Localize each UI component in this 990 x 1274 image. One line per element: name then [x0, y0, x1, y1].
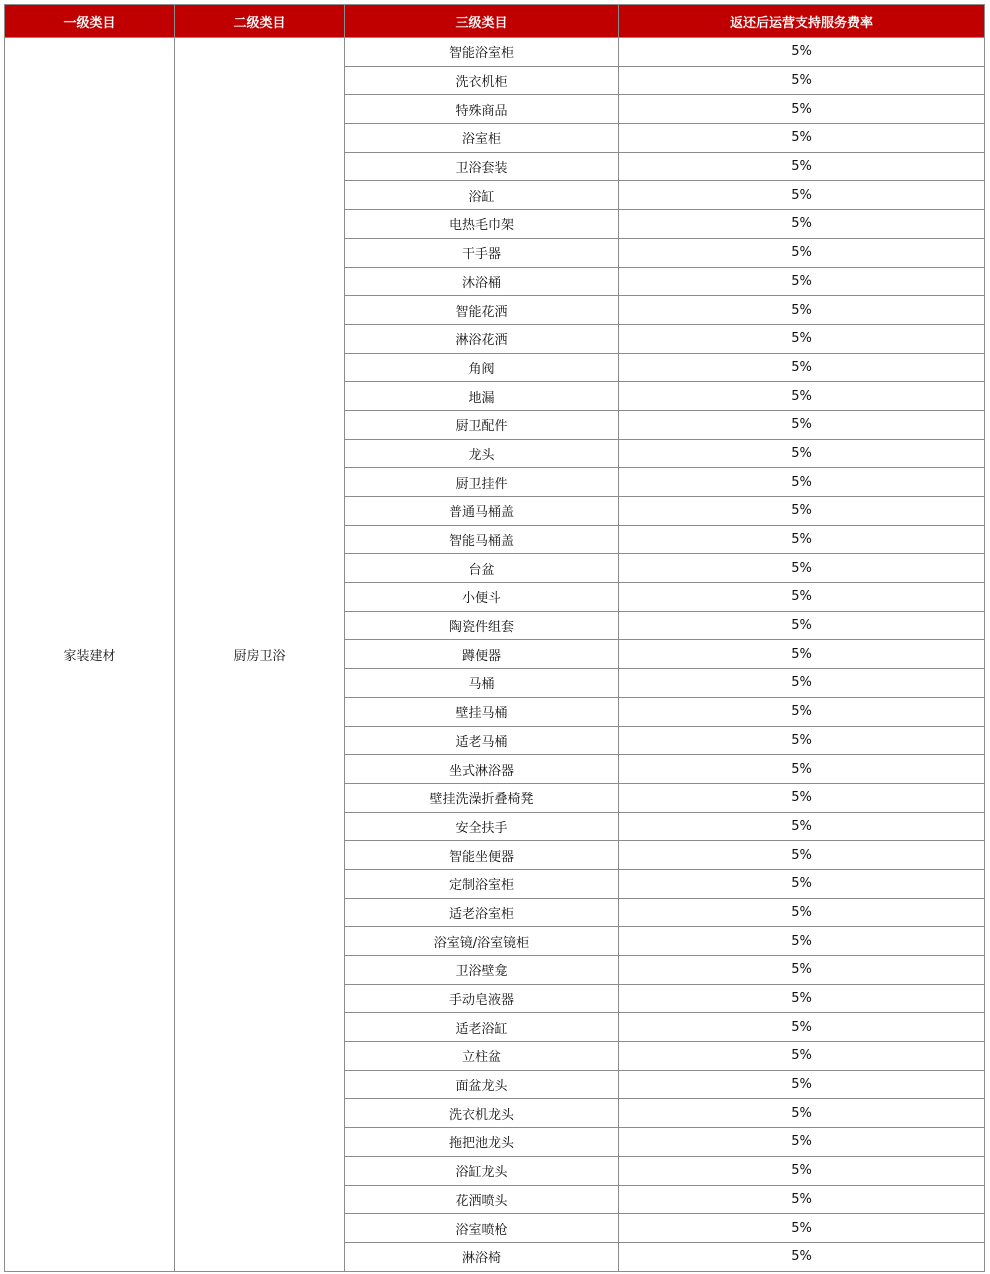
cell-rate: 5%	[619, 1013, 985, 1042]
cell-rate: 5%	[619, 1214, 985, 1243]
cell-level3: 厨卫挂件	[345, 468, 619, 497]
cell-rate: 5%	[619, 669, 985, 698]
cell-level3: 面盆龙头	[345, 1070, 619, 1099]
header-level2: 二级类目	[175, 5, 345, 38]
cell-level3: 洗衣机龙头	[345, 1099, 619, 1128]
cell-rate: 5%	[619, 238, 985, 267]
cell-rate: 5%	[619, 956, 985, 985]
cell-rate: 5%	[619, 726, 985, 755]
cell-rate: 5%	[619, 1128, 985, 1157]
cell-rate: 5%	[619, 439, 985, 468]
cell-level3: 地漏	[345, 382, 619, 411]
cell-level3: 适老浴缸	[345, 1013, 619, 1042]
cell-rate: 5%	[619, 1042, 985, 1071]
cell-level3: 陶瓷件组套	[345, 611, 619, 640]
cell-level3: 智能花洒	[345, 296, 619, 325]
cell-level3: 浴室柜	[345, 124, 619, 153]
cell-level3: 壁挂洗澡折叠椅凳	[345, 783, 619, 812]
cell-level3: 浴室喷枪	[345, 1214, 619, 1243]
header-rate: 返还后运营支持服务费率	[619, 5, 985, 38]
cell-rate: 5%	[619, 1099, 985, 1128]
cell-rate: 5%	[619, 210, 985, 239]
cell-rate: 5%	[619, 525, 985, 554]
cell-rate: 5%	[619, 353, 985, 382]
cell-rate: 5%	[619, 1070, 985, 1099]
cell-rate: 5%	[619, 181, 985, 210]
cell-rate: 5%	[619, 66, 985, 95]
cell-rate: 5%	[619, 1242, 985, 1271]
cell-level3: 淋浴椅	[345, 1242, 619, 1271]
cell-rate: 5%	[619, 554, 985, 583]
cell-rate: 5%	[619, 324, 985, 353]
cell-level3: 拖把池龙头	[345, 1128, 619, 1157]
cell-level3: 普通马桶盖	[345, 497, 619, 526]
cell-rate: 5%	[619, 841, 985, 870]
cell-rate: 5%	[619, 755, 985, 784]
cell-rate: 5%	[619, 812, 985, 841]
cell-level3: 安全扶手	[345, 812, 619, 841]
cell-level3: 壁挂马桶	[345, 697, 619, 726]
cell-level1: 家装建材	[5, 38, 175, 1272]
cell-level3: 干手器	[345, 238, 619, 267]
cell-level3: 卫浴套装	[345, 152, 619, 181]
cell-level2: 厨房卫浴	[175, 38, 345, 1272]
cell-rate: 5%	[619, 296, 985, 325]
cell-level3: 马桶	[345, 669, 619, 698]
cell-level3: 手动皂液器	[345, 984, 619, 1013]
cell-level3: 智能浴室柜	[345, 38, 619, 67]
cell-level3: 智能坐便器	[345, 841, 619, 870]
cell-rate: 5%	[619, 984, 985, 1013]
cell-rate: 5%	[619, 611, 985, 640]
cell-level3: 电热毛巾架	[345, 210, 619, 239]
cell-level3: 蹲便器	[345, 640, 619, 669]
cell-level3: 定制浴室柜	[345, 869, 619, 898]
cell-rate: 5%	[619, 927, 985, 956]
cell-rate: 5%	[619, 697, 985, 726]
cell-level3: 洗衣机柜	[345, 66, 619, 95]
cell-rate: 5%	[619, 583, 985, 612]
cell-level3: 适老浴室柜	[345, 898, 619, 927]
header-row	[5, 5, 985, 38]
cell-level3: 适老马桶	[345, 726, 619, 755]
cell-rate: 5%	[619, 410, 985, 439]
cell-level3: 厨卫配件	[345, 410, 619, 439]
cell-rate: 5%	[619, 640, 985, 669]
cell-rate: 5%	[619, 468, 985, 497]
cell-level3: 小便斗	[345, 583, 619, 612]
cell-rate: 5%	[619, 267, 985, 296]
cell-level3: 智能马桶盖	[345, 525, 619, 554]
table-container	[4, 4, 985, 1272]
cell-level3: 龙头	[345, 439, 619, 468]
cell-level3: 卫浴壁龛	[345, 956, 619, 985]
cell-rate: 5%	[619, 124, 985, 153]
cell-rate: 5%	[619, 1156, 985, 1185]
cell-rate: 5%	[619, 869, 985, 898]
cell-rate: 5%	[619, 497, 985, 526]
cell-level3: 角阀	[345, 353, 619, 382]
cell-level3: 特殊商品	[345, 95, 619, 124]
header-level1: 一级类目	[5, 5, 175, 38]
cell-level3: 沐浴桶	[345, 267, 619, 296]
cell-level3: 浴室镜/浴室镜柜	[345, 927, 619, 956]
category-rate-table	[4, 4, 985, 1272]
cell-rate: 5%	[619, 783, 985, 812]
cell-rate: 5%	[619, 38, 985, 67]
cell-rate: 5%	[619, 95, 985, 124]
header-level3: 三级类目	[345, 5, 619, 38]
cell-rate: 5%	[619, 152, 985, 181]
cell-level3: 立柱盆	[345, 1042, 619, 1071]
cell-level3: 浴缸	[345, 181, 619, 210]
cell-level3: 花洒喷头	[345, 1185, 619, 1214]
cell-rate: 5%	[619, 382, 985, 411]
table-row	[5, 38, 985, 67]
cell-level3: 淋浴花洒	[345, 324, 619, 353]
cell-level3: 坐式淋浴器	[345, 755, 619, 784]
cell-rate: 5%	[619, 898, 985, 927]
cell-rate: 5%	[619, 1185, 985, 1214]
table-body	[5, 38, 985, 1272]
cell-level3: 台盆	[345, 554, 619, 583]
cell-level3: 浴缸龙头	[345, 1156, 619, 1185]
table-header	[5, 5, 985, 38]
